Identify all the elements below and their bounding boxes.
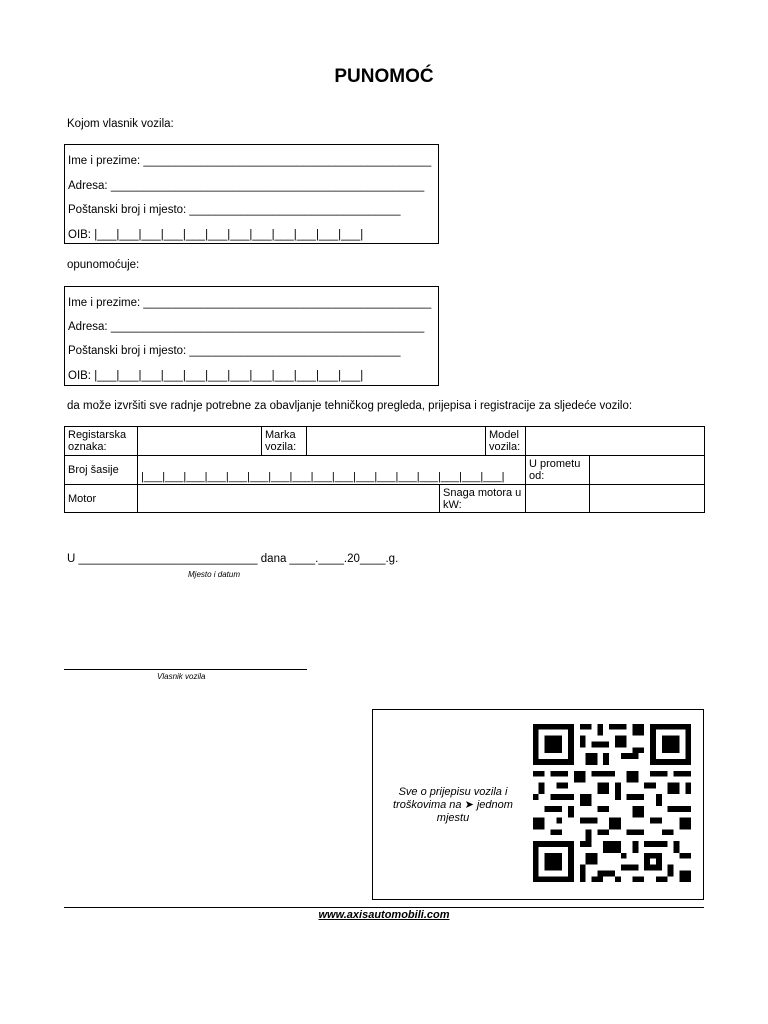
promo-box: [372, 709, 704, 900]
authorizes-label: opunomoćuje:: [67, 259, 140, 271]
power-value-cell[interactable]: [526, 485, 590, 513]
footer-divider: [64, 907, 704, 908]
owner-name-field[interactable]: Ime i prezime: _____________________________________________: [68, 155, 432, 167]
place-date-caption: Mjesto i datum: [188, 570, 241, 579]
owner-postal-field[interactable]: Poštanski broj i mjesto: _________________________________: [68, 204, 401, 216]
place-date-field[interactable]: U ____________________________ dana ____.____.20____.g.: [67, 553, 399, 565]
chassis-label-cell: Broj šasije: [65, 456, 138, 485]
engine-value-cell[interactable]: [138, 485, 440, 513]
promo-text: Sve o prijepisu vozila i troškovima na ➤ jednom mjestu: [393, 786, 513, 824]
qr-code-icon: [527, 718, 697, 888]
owner-box: [64, 144, 439, 244]
footer-link[interactable]: www.axisautomobili.com: [318, 909, 450, 921]
power-label-cell: Snaga motora u kW:: [440, 485, 526, 513]
proxy-postal-field[interactable]: Poštanski broj i mjesto: _________________________________: [68, 345, 401, 357]
reg-label-cell: Registarska oznaka:: [65, 427, 138, 456]
model-label-cell: Model vozila:: [486, 427, 526, 456]
owner-intro: Kojom vlasnik vozila:: [67, 118, 174, 130]
proxy-address-field[interactable]: Adresa: _________________________________________________: [68, 321, 425, 333]
proxy-oib-field[interactable]: OIB: |___|___|___|___|___|___|___|___|___|___|___|___|: [68, 370, 364, 382]
reg-value-cell[interactable]: [138, 427, 262, 456]
vehicle-table: [64, 426, 705, 513]
proxy-name-field[interactable]: Ime i prezime: _____________________________________________: [68, 297, 432, 309]
make-value-cell[interactable]: [307, 427, 486, 456]
chassis-value-cell[interactable]: |___|___|___|___|___|___|___|___|___|___|___|___|___|___|___|___|___|: [138, 456, 526, 485]
model-value-cell[interactable]: [526, 427, 705, 456]
make-label-cell: Marka vozila:: [262, 427, 307, 456]
in-service-label-cell: U prometu od:: [526, 456, 590, 485]
signature-caption: Vlasnik vozila: [157, 672, 206, 681]
in-service-value-cell[interactable]: [590, 456, 705, 485]
engine-label-cell: Motor: [65, 485, 138, 513]
owner-address-field[interactable]: Adresa: _________________________________________________: [68, 180, 425, 192]
signature-line[interactable]: [64, 669, 307, 670]
owner-oib-field[interactable]: OIB: |___|___|___|___|___|___|___|___|___|___|___|___|: [68, 229, 364, 241]
purpose-text: da može izvršiti sve radnje potrebne za obavljanje tehničkog pregleda, prijepisa i registracije za sljedeće vozilo:: [67, 400, 633, 412]
extra-cell: [590, 485, 705, 513]
page-title: PUNOMOĆ: [334, 66, 434, 87]
proxy-box: [64, 286, 439, 386]
